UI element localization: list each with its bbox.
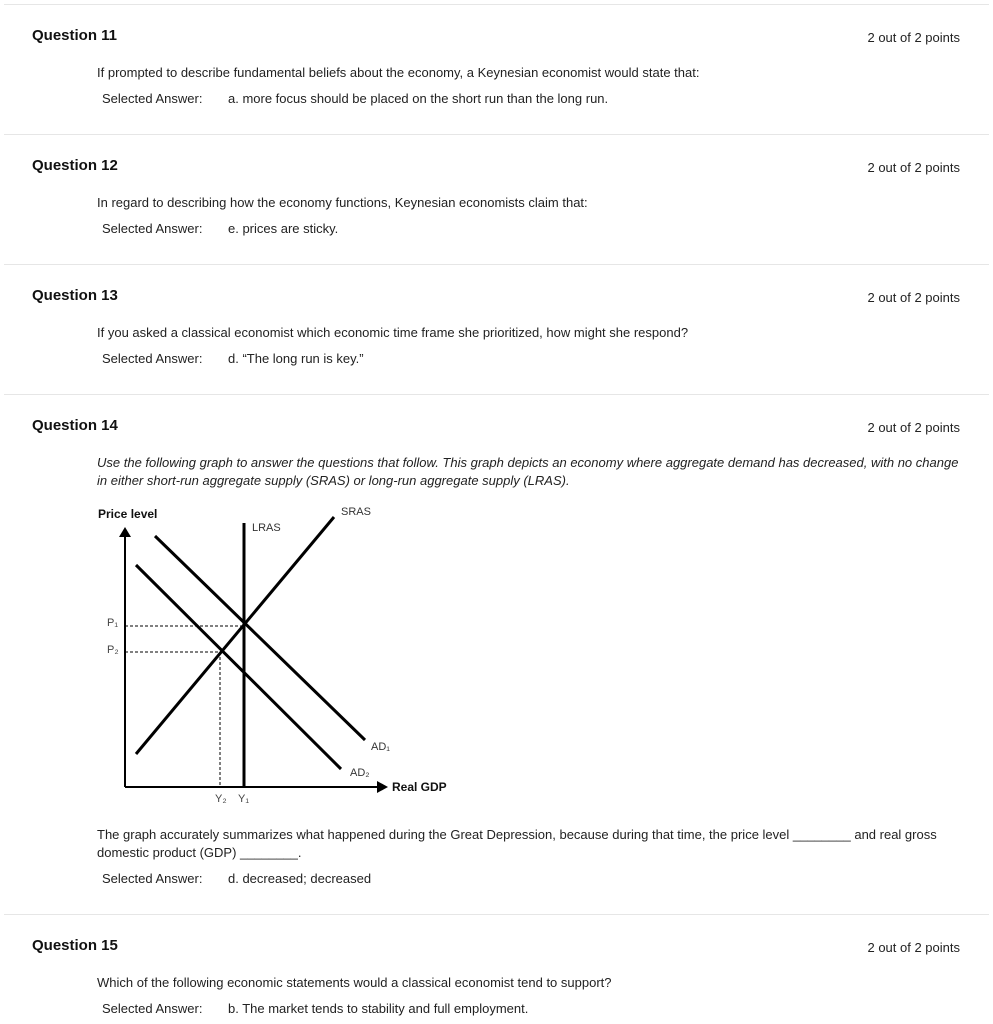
question-points: 2 out of 2 points [867, 30, 960, 45]
lras-label: LRAS [252, 522, 281, 534]
selected-answer-label: Selected Answer: [102, 91, 203, 106]
selected-answer: e. prices are sticky. [228, 221, 339, 236]
y1-label: Y₁ [238, 793, 250, 805]
selected-answer-label: Selected Answer: [102, 871, 203, 886]
ad1-label: AD₁ [371, 741, 390, 753]
question-points: 2 out of 2 points [867, 160, 960, 175]
question-11-block [4, 4, 989, 135]
selected-answer-label: Selected Answer: [102, 1001, 203, 1016]
question-text: If you asked a classical economist which economic time frame she prioritized, how might she respond? [97, 325, 689, 340]
question-points: 2 out of 2 points [867, 940, 960, 955]
x-axis-arrow [377, 781, 388, 793]
ad2-label: AD₂ [350, 767, 370, 779]
y-axis-label: Price level [98, 507, 158, 521]
selected-answer-label: Selected Answer: [102, 351, 203, 366]
ad-as-graph [94, 500, 454, 810]
p2-label: P₂ [107, 644, 119, 656]
question-title: Question 14 [32, 417, 118, 434]
question-points: 2 out of 2 points [867, 290, 960, 305]
selected-answer: a. more focus should be placed on the short run than the long run. [228, 91, 609, 106]
question-13-block [4, 264, 989, 395]
ad2-curve [136, 565, 341, 769]
selected-answer: d. decreased; decreased [228, 871, 372, 886]
ad1-curve [155, 536, 365, 740]
question-title: Question 11 [32, 27, 118, 44]
question-text: In regard to describing how the economy functions, Keynesian economists claim that: [97, 195, 588, 210]
question-intro: Use the following graph to answer the questions that follow. This graph depicts an economy where aggregate demand has decreased, with no change in either short-run aggregate supply (SRAS) or long-run aggregate supply (LRAS). [97, 455, 959, 488]
sras-curve [136, 517, 334, 754]
question-text: Which of the following economic statements would a classical economist tend to support? [97, 975, 612, 990]
question-title: Question 12 [32, 157, 118, 174]
question-12-block [4, 134, 989, 265]
x-axis-label: Real GDP [392, 780, 447, 794]
selected-answer-label: Selected Answer: [102, 221, 203, 236]
question-title: Question 15 [32, 937, 118, 954]
question-text: If prompted to describe fundamental beliefs about the economy, a Keynesian economist would state that: [97, 65, 700, 80]
selected-answer: b. The market tends to stability and full employment. [228, 1001, 529, 1016]
y2-label: Y₂ [215, 793, 227, 805]
question-title: Question 13 [32, 287, 118, 304]
question-15-block [4, 914, 989, 1024]
p1-label: P₁ [107, 617, 119, 629]
question-text: The graph accurately summarizes what happened during the Great Depression, because during that time, the price level ________ and real gross domestic product (GDP) ________. [97, 827, 937, 860]
question-points: 2 out of 2 points [867, 420, 960, 435]
selected-answer: d. “The long run is key.” [228, 351, 364, 366]
sras-label: SRAS [341, 506, 371, 518]
y-axis-arrow [119, 527, 131, 537]
